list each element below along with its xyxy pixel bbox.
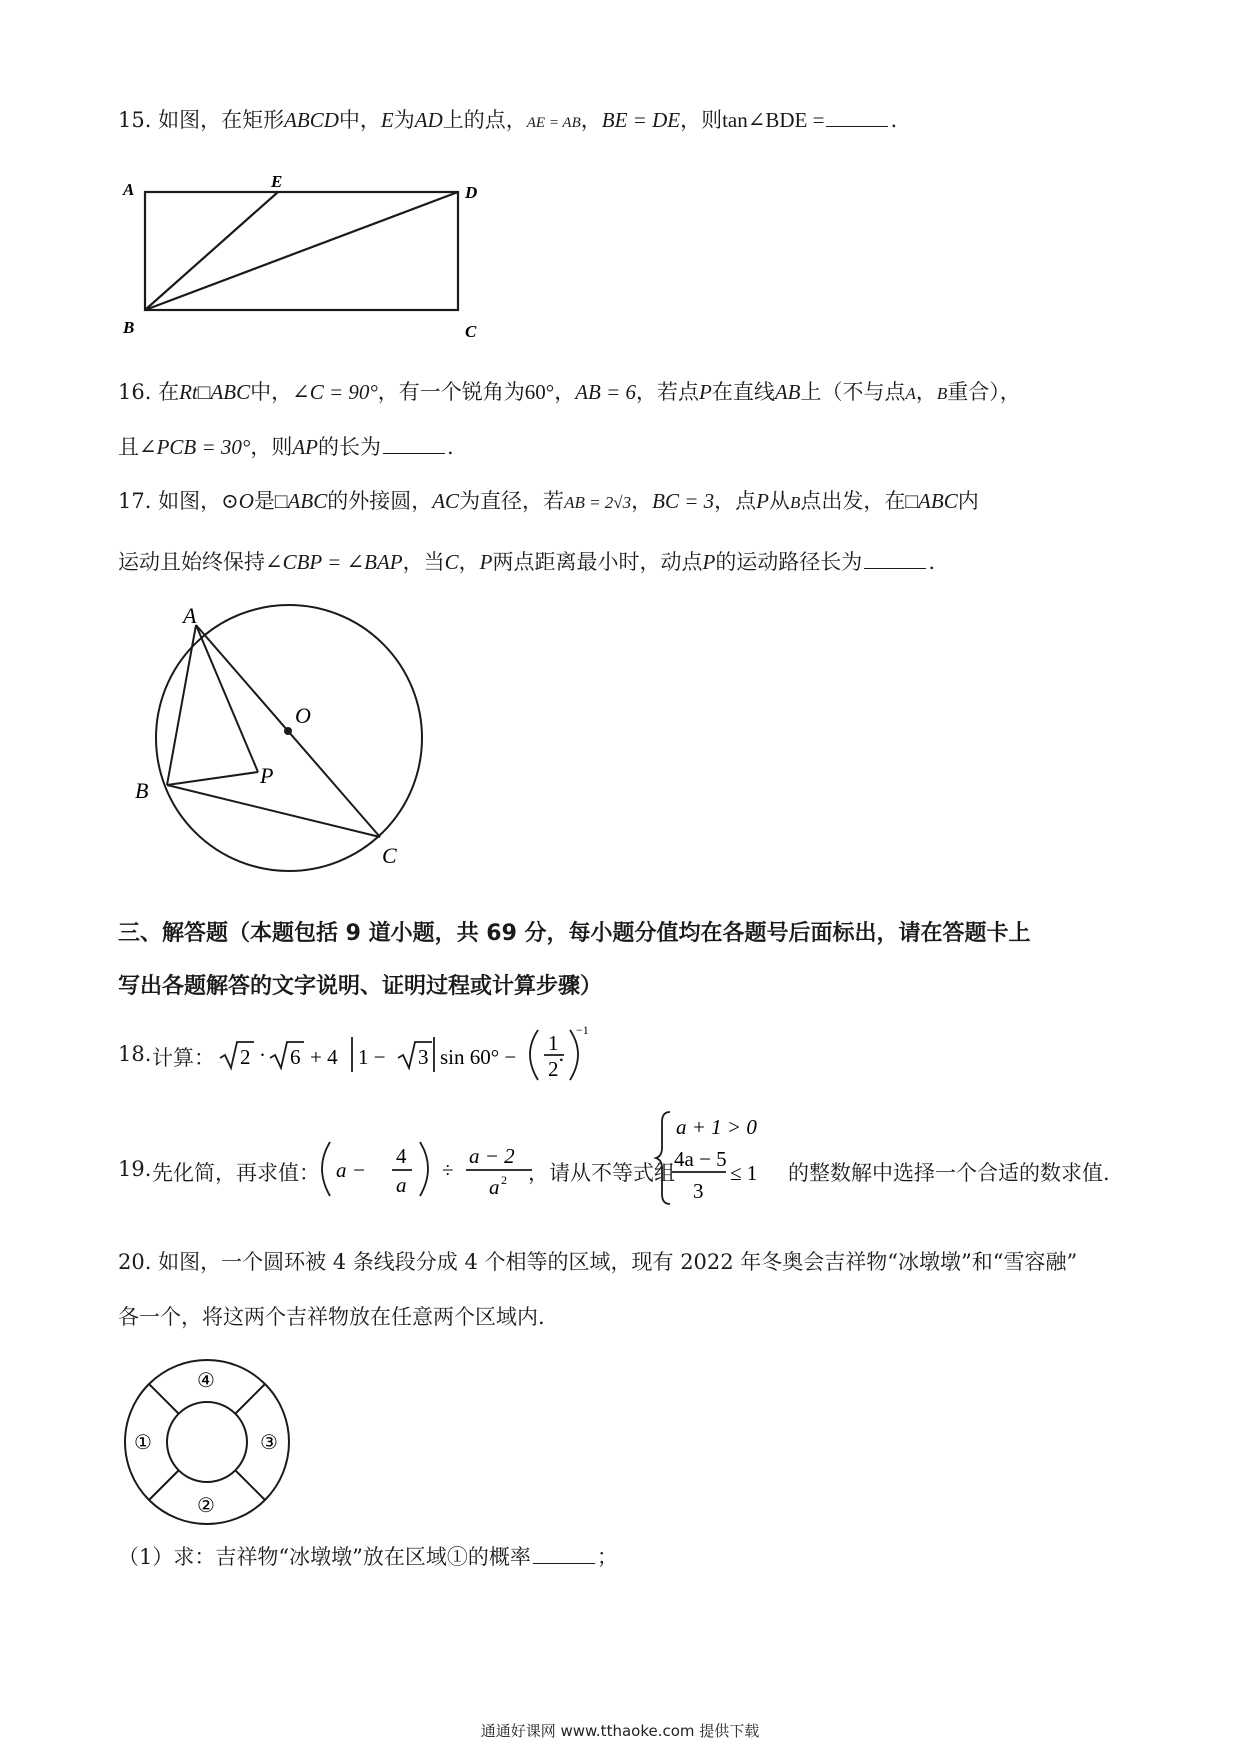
q16-text: 上（不与点 bbox=[800, 380, 906, 404]
q20-sub1-answer-blank[interactable] bbox=[533, 1545, 595, 1564]
q19-frac2-num: a − 2 bbox=[469, 1144, 515, 1168]
q19-frac1-num: 4 bbox=[396, 1144, 407, 1168]
segment-bp bbox=[167, 772, 258, 785]
q16-angle-pcb: ∠PCB = 30° bbox=[139, 435, 251, 459]
section-3-heading-line-2: 写出各题解答的文字说明、证明过程或计算步骤） bbox=[118, 974, 603, 999]
q17-point-p: P bbox=[756, 489, 769, 513]
q16-text: ， bbox=[915, 380, 937, 404]
segment-be bbox=[145, 192, 278, 310]
label-a: A bbox=[183, 603, 197, 628]
q17-circle-figure bbox=[125, 605, 445, 875]
q16-period: . bbox=[446, 435, 454, 459]
q17-point-b: B bbox=[789, 493, 801, 512]
q17-number: 17. bbox=[118, 489, 152, 513]
q16-line-ab: AB bbox=[774, 380, 801, 404]
q15-text: 中， bbox=[338, 108, 381, 132]
q18-number: 18. bbox=[118, 1042, 152, 1066]
q16-text: ，有一个锐角为 bbox=[377, 380, 525, 404]
segment-bc bbox=[167, 785, 380, 837]
region-4-label: ④ bbox=[197, 1370, 215, 1392]
q19-line bbox=[118, 1108, 1158, 1208]
label-b: B bbox=[123, 318, 135, 337]
q18-expression bbox=[218, 1022, 588, 1084]
q19-label: 先化简，再求值： bbox=[152, 1161, 320, 1185]
q16-line-2 bbox=[118, 435, 454, 458]
q18-dot: · bbox=[259, 1043, 266, 1067]
q18-one-minus: 1 − bbox=[358, 1045, 386, 1069]
q16-angle-c: ∠C = 90° bbox=[292, 380, 378, 404]
q15-point-e: E bbox=[380, 108, 394, 132]
q17-bc-length: BC = 3 bbox=[652, 489, 715, 513]
q15-condition-ae-ab: AE = AB bbox=[526, 115, 581, 131]
q15-number: 15. bbox=[118, 108, 152, 132]
q17-period: . bbox=[928, 550, 935, 574]
q20-sub1 bbox=[118, 1545, 618, 1568]
divider bbox=[235, 1470, 265, 1500]
q18-label: 计算： bbox=[152, 1046, 215, 1070]
q19-tail-text: 的整数解中选择一个合适的数求值. bbox=[788, 1161, 1110, 1185]
q16-text: 中， bbox=[250, 380, 293, 404]
q17-point-c: C bbox=[444, 550, 459, 574]
q15-segment-ad: AD bbox=[414, 108, 443, 132]
q17-text: 点出发，在 bbox=[800, 489, 906, 513]
q16-point-p: P bbox=[699, 380, 712, 404]
region-1-label: ① bbox=[134, 1432, 152, 1454]
q17-text: 内 bbox=[957, 489, 979, 513]
q20-line-2: 各一个，将这两个吉祥物放在任意两个区域内. bbox=[118, 1305, 545, 1329]
q15-text: ，则 bbox=[680, 108, 723, 132]
q16-answer-blank[interactable] bbox=[383, 435, 445, 454]
q19-inequality-system bbox=[656, 1108, 786, 1208]
q17-text: 为直径，若 bbox=[459, 489, 565, 513]
region-3-label: ③ bbox=[260, 1432, 278, 1454]
q16-ab-length: AB = 6 bbox=[575, 380, 637, 404]
q16-triangle: Rt□ABC bbox=[179, 380, 251, 404]
label-c: C bbox=[465, 322, 477, 341]
q20-text: 如图，一个圆环被 4 条线段分成 4 个相等的区域，现有 2022 年冬奥会吉祥物“冰墩墩”和“雪容融” bbox=[158, 1250, 1078, 1274]
q20-line-1 bbox=[118, 1252, 1077, 1273]
circle-o bbox=[156, 605, 422, 871]
q16-number: 16. bbox=[118, 380, 152, 404]
q19-inequality-1: a + 1 > 0 bbox=[676, 1115, 757, 1139]
q19-a-minus: a − bbox=[336, 1158, 366, 1182]
q18-sin-60: sin 60° − bbox=[440, 1045, 517, 1069]
q17-circle-o: ⊙O bbox=[221, 489, 254, 513]
q16-text: ， bbox=[554, 380, 576, 404]
q17-triangle: □ABC bbox=[905, 489, 958, 513]
q15-text: 为 bbox=[393, 108, 415, 132]
q16-text: 在直线 bbox=[711, 380, 775, 404]
q18-period: . bbox=[558, 1042, 565, 1066]
q17-text: ， bbox=[458, 550, 480, 574]
region-2-label: ② bbox=[197, 1495, 215, 1517]
q19-number: 19. bbox=[118, 1157, 152, 1181]
q17-ab-length: AB = 2√3 bbox=[564, 493, 632, 512]
q18-exponent: −1 bbox=[576, 1023, 589, 1037]
q20-sub1-text: （1）求：吉祥物“冰墩墩”放在区域①的概率 bbox=[118, 1545, 531, 1569]
q17-text: ， bbox=[631, 489, 653, 513]
center-point-o bbox=[284, 727, 292, 735]
label-p: P bbox=[260, 763, 274, 788]
q16-text: ，则 bbox=[250, 435, 293, 459]
q15-text: 上的点， bbox=[442, 108, 527, 132]
q15-condition-be-de: BE = DE bbox=[601, 108, 681, 132]
q19-divide: ÷ bbox=[442, 1158, 454, 1182]
q15-period: . bbox=[890, 108, 898, 132]
q16-text: 的长为 bbox=[317, 435, 381, 459]
q19-frac2-den: a bbox=[489, 1175, 500, 1199]
divider bbox=[149, 1470, 179, 1500]
label-a: A bbox=[123, 180, 135, 199]
q16-point-a: A bbox=[905, 384, 916, 403]
q17-point-p: P bbox=[702, 550, 716, 574]
segment-ap bbox=[196, 625, 258, 772]
q15-rect-name: ABCD bbox=[284, 108, 339, 132]
q17-diameter-ac: AC bbox=[432, 489, 460, 513]
q15-text: 如图，在矩形 bbox=[158, 108, 285, 132]
page-footer: 通通好课网 www.tthaoke.com 提供下载 bbox=[480, 1722, 760, 1740]
q18-sqrt2-radicand: 2 bbox=[240, 1045, 251, 1069]
q16-text: ，若点 bbox=[636, 380, 700, 404]
q16-text: 且 bbox=[118, 435, 139, 459]
q19-inequality-2-rel: ≤ 1 bbox=[730, 1161, 758, 1185]
q15-rectangle-figure bbox=[115, 165, 478, 345]
q17-text: 是 bbox=[253, 489, 275, 513]
q16-line-1 bbox=[118, 382, 1021, 403]
label-o: O bbox=[295, 703, 311, 728]
q19-inequality-2-den: 3 bbox=[693, 1179, 704, 1203]
q19-inequality-2-num: 4a − 5 bbox=[674, 1147, 727, 1171]
q19-frac2-exp: 2 bbox=[501, 1173, 507, 1187]
q20-ring-figure bbox=[122, 1357, 292, 1527]
q17-text: 如图， bbox=[158, 489, 222, 513]
q16-segment-ap: AP bbox=[292, 435, 318, 459]
q15-line bbox=[118, 108, 897, 131]
q18-plus-4: + 4 bbox=[310, 1045, 338, 1069]
q18-fraction-denominator: 2 bbox=[548, 1057, 559, 1081]
q19-frac1-den: a bbox=[396, 1173, 407, 1197]
right-paren bbox=[420, 1142, 428, 1196]
q17-line-2 bbox=[118, 550, 935, 573]
q15-answer-blank[interactable] bbox=[826, 108, 888, 127]
left-paren bbox=[530, 1030, 538, 1080]
q17-angle-condition: ∠CBP = ∠BAP bbox=[265, 550, 403, 574]
q17-line-1 bbox=[118, 491, 979, 512]
segment-bd bbox=[145, 192, 458, 310]
section-3-heading-line-1: 三、解答题（本题包括 9 道小题，共 69 分，每小题分值均在各题号后面标出，请在答题卡上 bbox=[118, 921, 1031, 946]
right-paren bbox=[570, 1030, 578, 1080]
label-d: D bbox=[465, 183, 478, 202]
q17-answer-blank[interactable] bbox=[864, 550, 926, 569]
label-e: E bbox=[271, 172, 283, 191]
q17-triangle: □ABC bbox=[274, 489, 328, 513]
q16-angle-60: 60° bbox=[524, 380, 555, 404]
divider bbox=[235, 1384, 265, 1414]
q17-text: 的外接圆， bbox=[327, 489, 433, 513]
q18-fraction-numerator: 1 bbox=[548, 1031, 559, 1055]
label-b: B bbox=[135, 778, 149, 803]
q20-sub1-end: ； bbox=[596, 1545, 618, 1569]
q17-text: 运动且始终保持 bbox=[118, 550, 265, 574]
q17-point-p: P bbox=[479, 550, 493, 574]
q16-point-b: B bbox=[936, 384, 948, 403]
q15-tan-expression: tan∠BDE = bbox=[722, 108, 825, 132]
divider bbox=[149, 1384, 179, 1414]
q17-text: ，点 bbox=[714, 489, 757, 513]
q15-text: ， bbox=[580, 108, 602, 132]
q17-text: ，当 bbox=[402, 550, 445, 574]
q17-text: 的运动路径长为 bbox=[715, 550, 863, 574]
left-paren bbox=[322, 1142, 330, 1196]
q20-number: 20. bbox=[118, 1250, 152, 1274]
label-c: C bbox=[382, 843, 397, 868]
q16-text: 在 bbox=[158, 380, 180, 404]
q16-text: 重合）， bbox=[947, 380, 1021, 404]
q18-sqrt6-radicand: 6 bbox=[290, 1045, 301, 1069]
segment-ab bbox=[167, 625, 196, 785]
q17-text: 从 bbox=[768, 489, 790, 513]
q18-sqrt3-radicand: 3 bbox=[418, 1045, 429, 1069]
brace bbox=[656, 1112, 670, 1204]
q17-text: 两点距离最小时，动点 bbox=[492, 550, 703, 574]
q19-middle-text: ，请从不等式组 bbox=[528, 1161, 675, 1185]
